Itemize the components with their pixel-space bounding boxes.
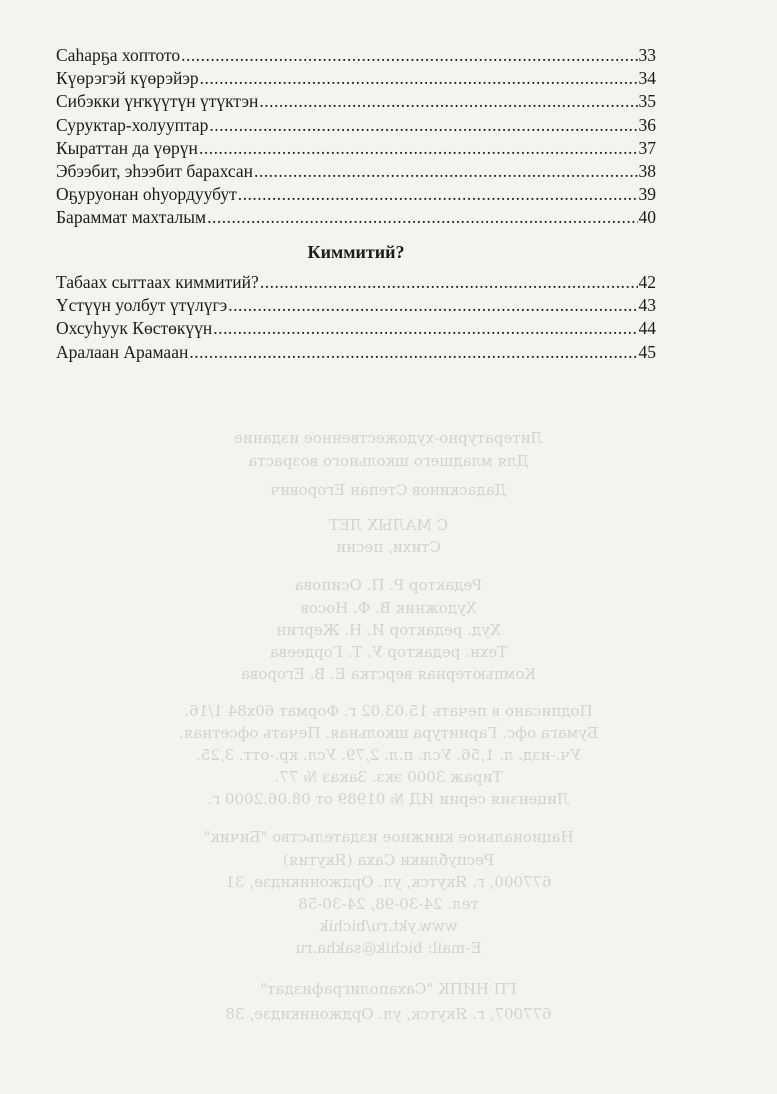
toc-entry-page: 35 xyxy=(638,91,656,112)
toc-entry-title: Охсуһуук Көстөкүүн xyxy=(56,318,213,339)
toc-entry xyxy=(56,294,656,317)
toc-entry-title: Күөрэгэй күөрэйэр xyxy=(56,68,199,89)
show-through-line: Республики Саха (Якутия) xyxy=(282,851,495,869)
toc-list xyxy=(56,44,656,230)
show-through-line: 677000, г. Якутск, ул. Орджоникидзе, 31 xyxy=(225,873,552,891)
dot-leader xyxy=(254,160,638,183)
dot-leader xyxy=(213,317,637,340)
toc-entry-title: Кыраттан да үөрүн xyxy=(56,137,198,158)
show-through-line: Стихи, песни xyxy=(335,538,442,556)
toc-entry xyxy=(56,137,656,160)
toc-entry-title: Оҕуруонан оһуордуубут xyxy=(56,184,237,205)
dot-leader xyxy=(259,90,637,113)
toc-entry-page: 42 xyxy=(638,272,656,292)
dot-leader xyxy=(181,44,637,67)
toc-entry-title: Аралаан Арамаан xyxy=(56,341,189,362)
toc-entry-page: 45 xyxy=(638,341,656,362)
toc-entry xyxy=(56,160,656,183)
toc-entry-title: Саһарҕа хоптото xyxy=(56,45,181,65)
toc-entry-page: 38 xyxy=(638,160,656,181)
toc-entry xyxy=(56,183,656,206)
toc-entry-title: Табаах сыттаах киммитий? xyxy=(56,272,259,292)
section-heading: Киммитий? xyxy=(307,242,405,262)
show-through-line: С МАЛЫХ ЛЕТ xyxy=(328,516,449,534)
toc-entry xyxy=(56,90,656,113)
toc-entry xyxy=(56,271,656,294)
dot-leader xyxy=(228,294,637,317)
toc-entry xyxy=(56,67,656,90)
show-through-line: Подписано в печать 15.03.02 г. Формат 60х84 1/16. xyxy=(184,702,593,720)
dot-leader xyxy=(207,206,637,229)
show-through-line: Художник В. Ф. Носов xyxy=(300,599,477,617)
show-through-line: Национальное книжное издательство "Бичик" xyxy=(203,828,574,846)
dot-leader xyxy=(200,67,638,90)
toc-entry-title: Үстүүн уолбут үтүлүгэ xyxy=(56,295,228,316)
show-through-line: Лицензия серии ИД № 01989 от 08.06.2000 г. xyxy=(207,790,570,808)
toc-entry xyxy=(56,341,656,364)
show-through-line: Редактор Р. П. Осипова xyxy=(294,576,483,594)
show-through-line: Техн. редактор У. Т. Гордеева xyxy=(269,643,508,661)
toc-entry-page: 36 xyxy=(638,114,656,135)
show-through-line: ГП НИПК "Сахаполиграфиздат" xyxy=(260,980,517,998)
show-through-line: 677007, г. Якутск, ул. Орджоникидзе, 38 xyxy=(225,1005,552,1023)
show-through-line: Тираж 3000 экз. Заказ № 77. xyxy=(274,768,503,786)
show-through-line: Худ. редактор И. Н. Жергин xyxy=(276,621,501,639)
show-through-line: Бумага офс. Гарнитура школьная. Печать офсетная. xyxy=(178,724,599,742)
toc-entry-title: Бараммат махталым xyxy=(56,207,207,228)
toc-entry-page: 33 xyxy=(638,45,656,65)
toc-entry xyxy=(56,114,656,137)
toc-list xyxy=(56,271,656,364)
toc-entry-page: 34 xyxy=(638,68,656,89)
show-through-line: E-mail: bichik@sakha.ru xyxy=(295,939,482,957)
show-through-line: Литературно-художественное издание xyxy=(233,429,544,447)
toc-entry-page: 44 xyxy=(638,318,656,339)
toc-entry xyxy=(56,317,656,340)
toc-entry xyxy=(56,44,656,67)
toc-entry-title: Сибэкки үҥкүүтүн үтүктэн xyxy=(56,91,259,112)
show-through-line: Дадаскинов Степан Егорович xyxy=(270,481,507,499)
show-through-line: тел. 24-30-98, 24-30-58 xyxy=(298,895,479,913)
show-through-line: Для младшего школьного возраста xyxy=(248,452,529,470)
toc-entry-title: Эбээбит, эһээбит барахсан xyxy=(56,160,253,181)
toc-entry-title: Суруктар-холууптар xyxy=(56,114,209,135)
show-through-line: Уч.-изд. л. 1,56. Усл. п.л. 2,79. Усл. кр.-отт. 3,25. xyxy=(195,746,582,764)
toc-entry-page: 40 xyxy=(638,207,656,228)
dot-leader xyxy=(260,271,638,294)
dot-leader xyxy=(209,114,637,137)
show-through-line: www.ykt.ru/bichik xyxy=(319,917,458,935)
toc-entry-page: 37 xyxy=(638,137,656,158)
dot-leader xyxy=(238,183,638,206)
toc-entry-page: 39 xyxy=(638,184,656,205)
show-through-line: Компьютерная верстка Е. В. Егорова xyxy=(240,665,537,683)
dot-leader xyxy=(189,341,637,364)
toc-entry xyxy=(56,206,656,229)
toc-entry-page: 43 xyxy=(638,295,656,316)
dot-leader xyxy=(199,137,638,160)
